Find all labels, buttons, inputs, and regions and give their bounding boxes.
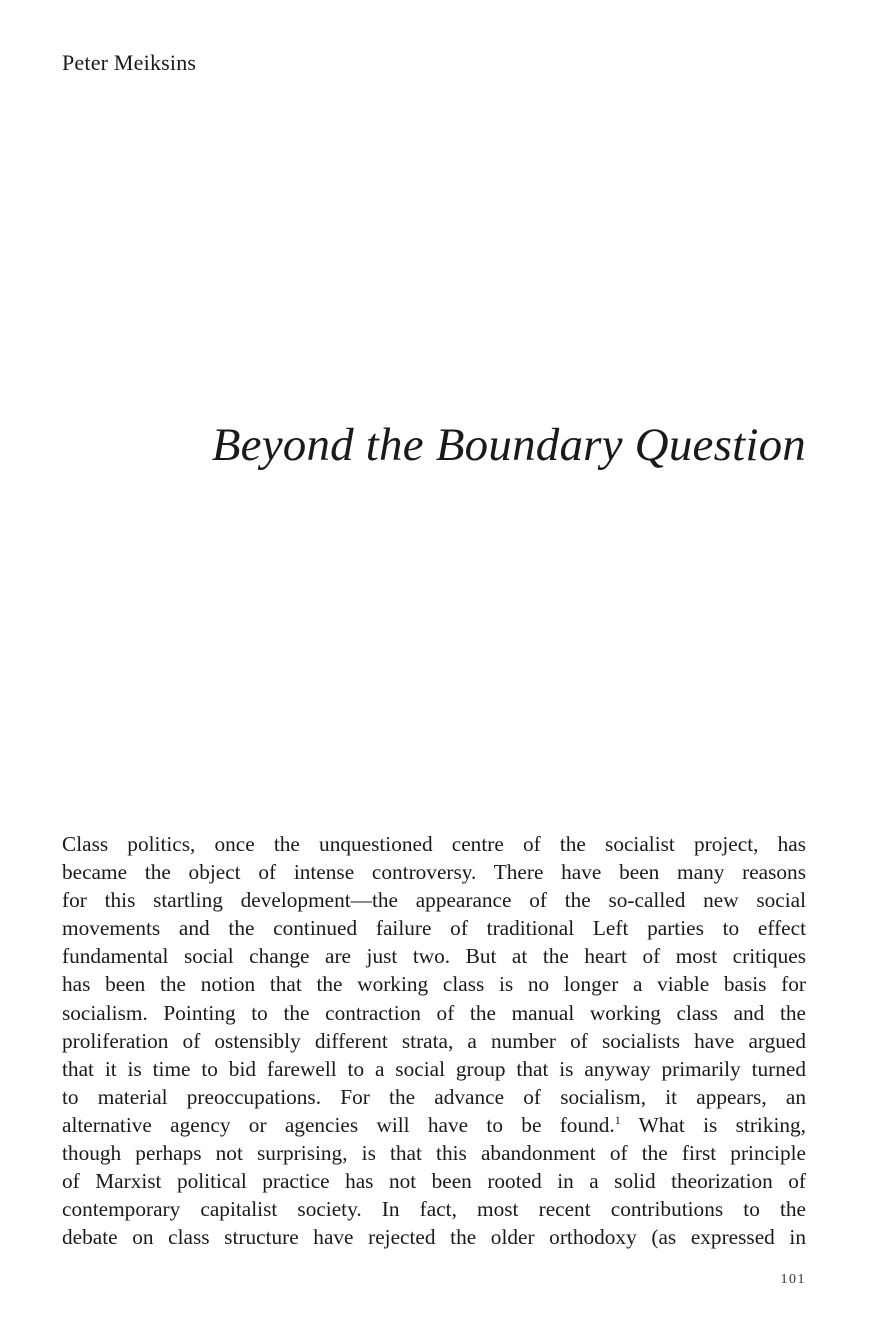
body-line: has been the notion that the working class is no longer a viable basis for [62,972,806,997]
body-line: that it is time to bid farewell to a social group that is anyway primarily turned [62,1056,806,1081]
author-name: Peter Meiksins [62,50,197,75]
body-line: socialism. Pointing to the contraction of the manual working class and the [62,1000,806,1025]
body-line-part: alternative agency or agencies will have to be found. [62,1112,615,1137]
body-line-part: What is striking, [620,1112,807,1137]
article-title: Beyond the Boundary Question [211,419,806,471]
body-line: Class politics, once the unquestioned centre of the socialist project, has [62,832,806,856]
body-line: debate on class structure have rejected the older orthodoxy (as expressed in [62,1225,806,1250]
body-line: became the object of intense controversy. There have been many reasons [62,860,806,885]
footnote-marker[interactable]: 1 [614,1112,621,1127]
body-line: of Marxist political practice has not been rooted in a solid theorization of [62,1169,806,1194]
body-line: to material preoccupations. For the advance of socialism, it appears, an [62,1084,806,1109]
body-line: fundamental social change are just two. But at the heart of most critiques [62,944,806,969]
body-line: proliferation of ostensibly different strata, a number of socialists have argued [62,1028,806,1053]
body-line: contemporary capitalist society. In fact, most recent contributions to the [62,1197,806,1222]
body-line: though perhaps not surprising, is that this abandonment of the first principle [62,1141,806,1166]
body-line: movements and the continued failure of traditional Left parties to effect [62,916,806,941]
page-number: 101 [780,1272,806,1287]
body-line-with-footnote [62,1111,806,1139]
body-paragraph [62,830,806,1251]
body-line: for this startling development—the appearance of the so-called new social [62,888,806,913]
